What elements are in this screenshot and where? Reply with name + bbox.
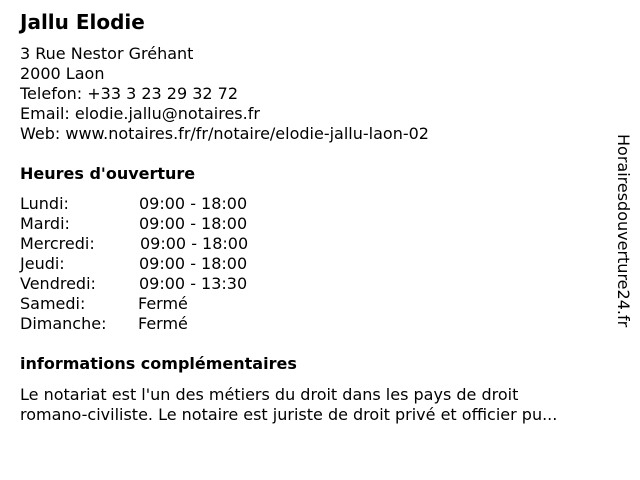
additional-info-heading: informations complémentaires bbox=[20, 354, 297, 373]
time-value: Fermé bbox=[138, 314, 188, 333]
additional-info-text bbox=[20, 385, 557, 425]
info-line-2: romano-civiliste. Le notaire est juriste de droit privé et officier pu... bbox=[20, 405, 558, 424]
street-address: 3 Rue Nestor Gréhant bbox=[20, 44, 194, 63]
notary-name: Jallu Elodie bbox=[20, 10, 145, 34]
website-url: Web: www.notaires.fr/fr/notaire/elodie-jallu-laon-02 bbox=[20, 124, 429, 143]
time-value: Fermé bbox=[138, 294, 188, 313]
contact-details bbox=[20, 44, 429, 144]
day-label: Mardi: bbox=[20, 214, 70, 233]
day-label: Samedi: bbox=[20, 294, 86, 313]
day-label: Mercredi: bbox=[20, 234, 95, 253]
day-label: Lundi: bbox=[20, 194, 69, 213]
email-address: Email: elodie.jallu@notaires.fr bbox=[20, 104, 260, 123]
info-line-1: Le notariat est l'un des métiers du droit dans les pays de droit bbox=[20, 385, 519, 404]
day-label: Jeudi: bbox=[20, 254, 65, 273]
site-watermark bbox=[613, 134, 633, 372]
postal-city: 2000 Laon bbox=[20, 64, 105, 83]
watermark-text: Horairesdouverture24.fr bbox=[614, 134, 633, 328]
opening-hours-heading: Heures d'ouverture bbox=[20, 164, 196, 183]
day-label: Dimanche: bbox=[20, 314, 107, 333]
time-value: 09:00 - 18:00 bbox=[140, 234, 249, 253]
time-value: 09:00 - 18:00 bbox=[139, 194, 248, 213]
time-value: 09:00 - 18:00 bbox=[139, 254, 248, 273]
day-label: Vendredi: bbox=[20, 274, 96, 293]
phone-number: Telefon: +33 3 23 29 32 72 bbox=[20, 84, 239, 103]
time-value: 09:00 - 18:00 bbox=[139, 214, 248, 233]
time-value: 09:00 - 13:30 bbox=[139, 274, 248, 293]
